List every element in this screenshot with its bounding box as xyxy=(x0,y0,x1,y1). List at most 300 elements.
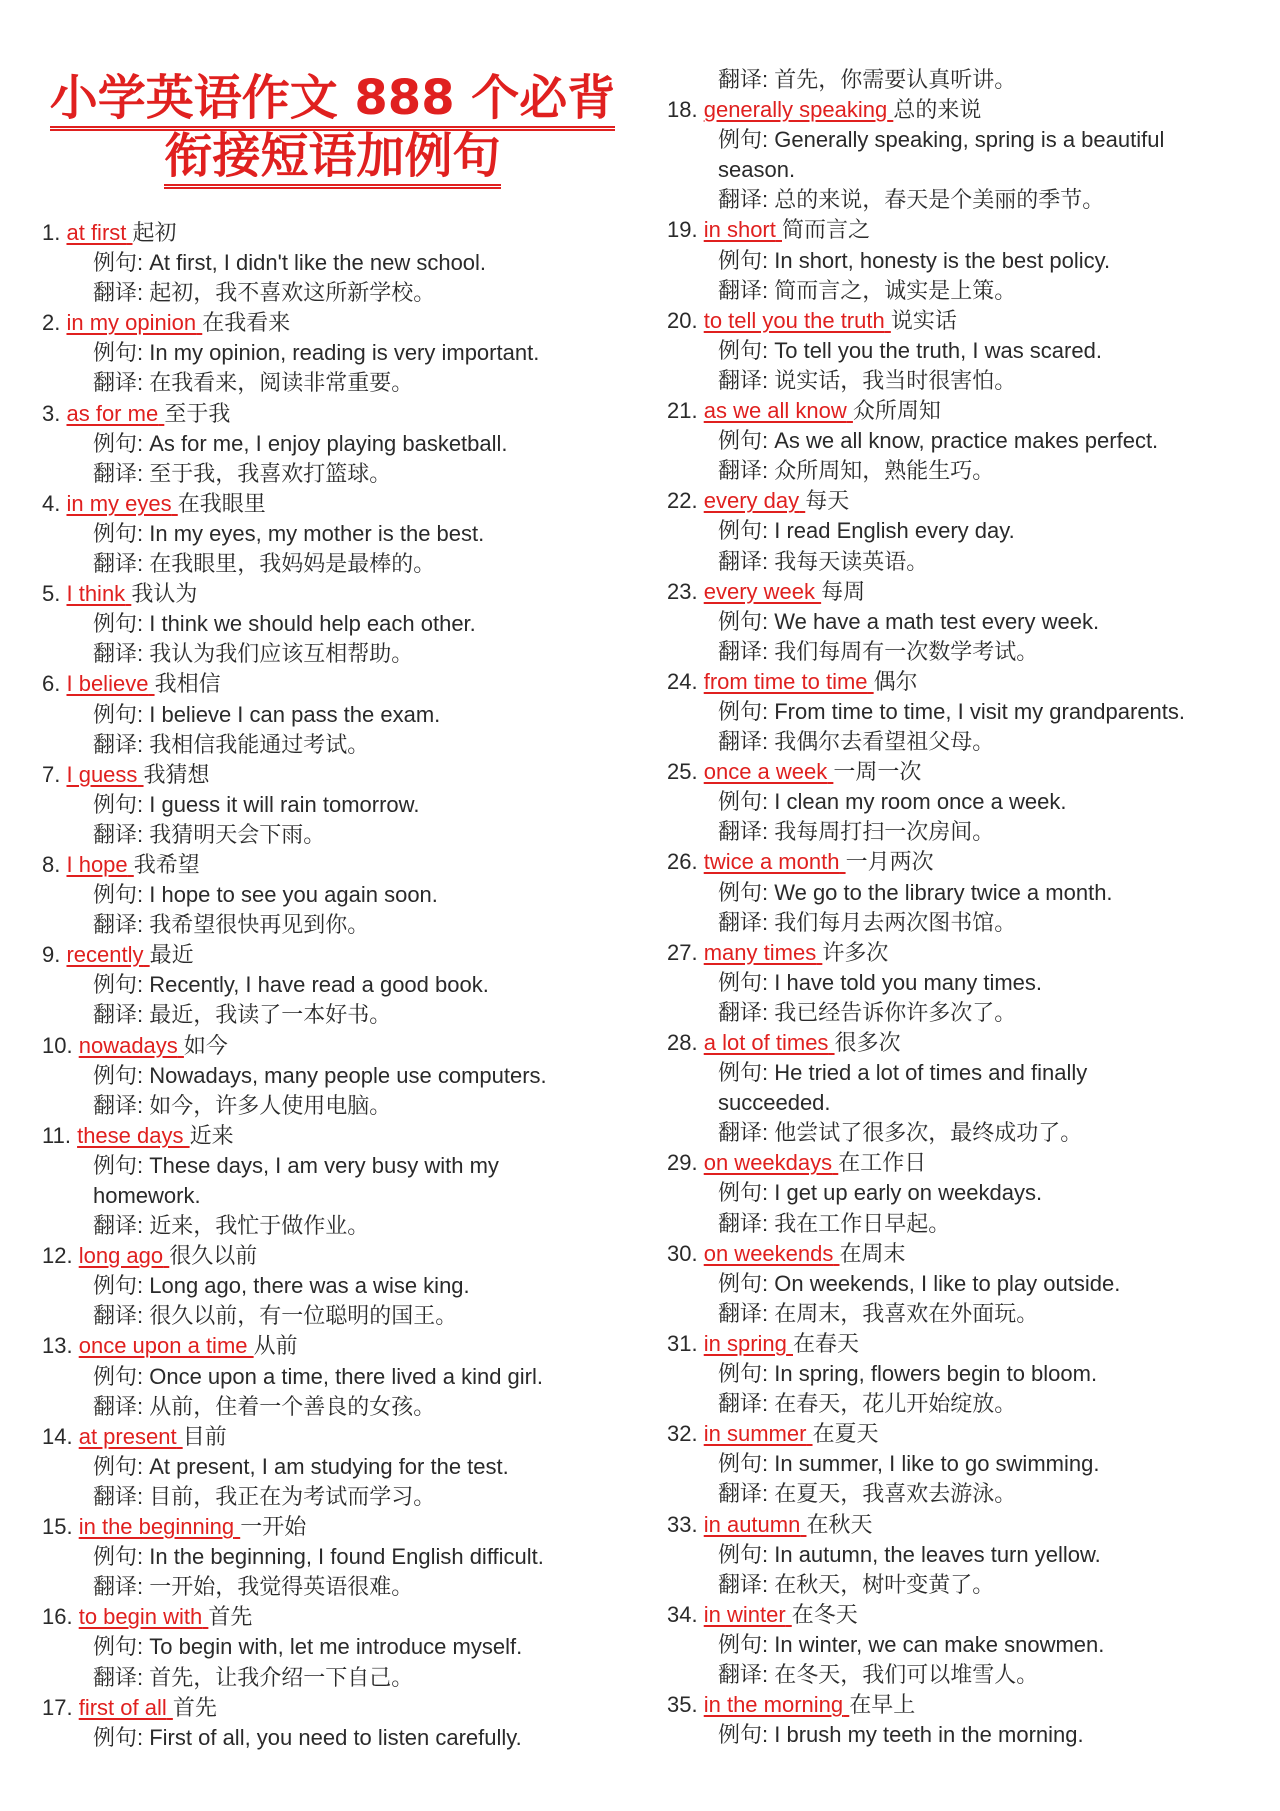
translation-text: 一开始，我觉得英语很难。 xyxy=(149,1574,414,1600)
phrase-meaning: 我猜想 xyxy=(143,761,210,787)
translation-line xyxy=(42,278,547,308)
item-heading xyxy=(667,1419,1185,1449)
phrase: many times xyxy=(703,939,817,965)
translation-label: 翻译: xyxy=(718,67,775,92)
example-line xyxy=(42,700,547,730)
item-number: 9. xyxy=(42,942,61,968)
example-line xyxy=(667,1449,1185,1479)
translation-line xyxy=(667,456,1185,486)
item-heading xyxy=(42,1602,547,1632)
example-text: From time to time, I visit my grandparents. xyxy=(774,698,1186,724)
translation-text: 简而言之，诚实是上策。 xyxy=(774,277,1017,303)
example-label: 例句: xyxy=(718,1541,775,1567)
example-line xyxy=(42,609,547,639)
phrase: on weekends xyxy=(703,1240,834,1266)
example-line xyxy=(42,338,547,368)
phrase: at present xyxy=(78,1423,177,1449)
translation-label: 翻译: xyxy=(93,280,150,306)
example-label: 例句: xyxy=(93,611,150,637)
list-item xyxy=(42,489,547,579)
translation-line xyxy=(42,1663,547,1693)
example-line xyxy=(42,790,547,820)
phrase: to begin with xyxy=(78,1604,203,1630)
example-text: I think we should help each other. xyxy=(149,611,476,637)
example-line xyxy=(42,429,547,459)
item-number: 23. xyxy=(667,578,698,604)
left-column xyxy=(42,218,547,1753)
item-heading xyxy=(42,1241,547,1271)
example-label: 例句: xyxy=(93,1724,150,1750)
item-number: 8. xyxy=(42,851,61,877)
example-line xyxy=(42,970,547,1000)
item-heading xyxy=(667,1510,1185,1540)
translation-label: 翻译: xyxy=(93,1213,150,1239)
example-text: In summer, I like to go swimming. xyxy=(774,1451,1100,1477)
example-text: Recently, I have read a good book. xyxy=(149,972,489,998)
example-label: 例句: xyxy=(93,882,150,908)
translation-label: 翻译: xyxy=(718,548,775,574)
list-item xyxy=(667,847,1185,937)
translation-text: 我猜明天会下雨。 xyxy=(149,821,326,847)
list-item xyxy=(667,1600,1185,1690)
item-number: 12. xyxy=(42,1243,73,1269)
translation-line xyxy=(42,368,547,398)
item-number: 20. xyxy=(667,307,698,333)
example-line xyxy=(667,787,1185,817)
example-label: 例句: xyxy=(718,789,775,815)
item-heading xyxy=(42,399,547,429)
phrase: as we all know xyxy=(703,398,847,424)
list-item xyxy=(667,938,1185,1028)
translation-line xyxy=(42,1301,547,1331)
example-label: 例句: xyxy=(93,1152,150,1178)
example-text: I clean my room once a week. xyxy=(774,789,1067,815)
item-number: 14. xyxy=(42,1423,73,1449)
translation-label: 翻译: xyxy=(718,367,775,393)
item-number: 11. xyxy=(42,1122,71,1148)
item-number: 31. xyxy=(667,1330,698,1356)
translation-line xyxy=(42,730,547,760)
list-item xyxy=(667,1148,1185,1238)
translation-label: 翻译: xyxy=(718,1481,775,1507)
translation-text: 在我看来，阅读非常重要。 xyxy=(149,370,414,396)
item-number: 28. xyxy=(667,1030,698,1055)
phrase-meaning: 起初 xyxy=(132,220,177,245)
example-label: 例句: xyxy=(718,428,775,454)
title-text: 小学英语作文 888 个必背 xyxy=(50,70,616,131)
phrase: in summer xyxy=(703,1421,807,1447)
list-item xyxy=(42,1512,547,1602)
translation-line xyxy=(667,1118,1185,1148)
example-line xyxy=(667,155,1185,185)
translation-label: 翻译: xyxy=(718,1391,775,1417)
item-number: 10. xyxy=(42,1032,73,1058)
item-heading xyxy=(667,847,1185,877)
example-label: 例句: xyxy=(718,247,775,273)
phrase: as for me xyxy=(66,400,159,426)
example-text: In my eyes, my mother is the best. xyxy=(149,520,485,546)
phrase-meaning: 在早上 xyxy=(849,1692,916,1718)
list-item xyxy=(42,850,547,940)
page-title-line-2 xyxy=(40,128,625,184)
phrase-meaning: 偶尔 xyxy=(873,668,918,694)
translation-label: 翻译: xyxy=(718,729,775,755)
example-label: 例句: xyxy=(718,879,775,905)
translation-label: 翻译: xyxy=(93,1092,150,1118)
translation-line xyxy=(667,727,1185,757)
item-number: 21. xyxy=(667,398,698,424)
example-text: At first, I didn't like the new school. xyxy=(149,250,487,276)
item-number: 29. xyxy=(667,1150,698,1176)
translation-label: 翻译: xyxy=(718,1571,775,1597)
example-label: 例句: xyxy=(93,791,150,817)
list-item xyxy=(667,486,1185,576)
phrase: nowadays xyxy=(78,1032,178,1058)
item-heading xyxy=(42,940,547,970)
example-text: To begin with, let me introduce myself. xyxy=(149,1634,523,1660)
list-item xyxy=(667,1239,1185,1329)
example-line xyxy=(667,607,1185,637)
item-number: 1. xyxy=(42,220,61,245)
translation-label: 翻译: xyxy=(93,1574,150,1600)
translation-line xyxy=(42,639,547,669)
example-text: We go to the library twice a month. xyxy=(774,879,1113,905)
translation-line xyxy=(42,1482,547,1512)
example-line xyxy=(42,1632,547,1662)
example-label: 例句: xyxy=(93,1363,150,1389)
translation-text: 近来，我忙于做作业。 xyxy=(149,1213,370,1239)
phrase-meaning: 一开始 xyxy=(240,1514,307,1540)
translation-text: 我已经告诉你许多次了。 xyxy=(774,999,1017,1025)
phrase-meaning: 首先 xyxy=(172,1694,217,1720)
list-item xyxy=(667,95,1185,215)
translation-line xyxy=(667,366,1185,396)
translation-text: 目前，我正在为考试而学习。 xyxy=(149,1483,436,1509)
list-item xyxy=(667,1329,1185,1419)
phrase: these days xyxy=(77,1122,184,1148)
item-number: 6. xyxy=(42,671,61,697)
translation-line xyxy=(667,1660,1185,1690)
item-number: 22. xyxy=(667,488,698,514)
example-label: 例句: xyxy=(718,1631,775,1657)
example-label: 例句: xyxy=(718,608,775,634)
example-line xyxy=(667,426,1185,456)
item-heading xyxy=(42,1031,547,1061)
example-text: I get up early on weekdays. xyxy=(774,1180,1043,1206)
example-label: 例句: xyxy=(718,1722,775,1748)
translation-text: 起初，我不喜欢这所新学校。 xyxy=(149,280,436,306)
translation-text: 我们每月去两次图书馆。 xyxy=(774,909,1017,935)
example-line xyxy=(667,1088,1185,1118)
translation-text: 我们每周有一次数学考试。 xyxy=(774,638,1039,664)
list-item xyxy=(667,1510,1185,1600)
phrase-meaning: 在我看来 xyxy=(202,310,291,336)
phrase-meaning: 在秋天 xyxy=(806,1511,873,1537)
item-heading xyxy=(667,1028,1185,1058)
right-column xyxy=(667,65,1185,1750)
example-text: At present, I am studying for the test. xyxy=(149,1453,509,1479)
item-number: 4. xyxy=(42,490,61,516)
item-number: 24. xyxy=(667,668,698,694)
phrase-meaning: 首先 xyxy=(208,1604,253,1630)
item-heading xyxy=(667,486,1185,516)
phrase: twice a month xyxy=(703,849,840,875)
translation-label: 翻译: xyxy=(93,821,150,847)
translation-label: 翻译: xyxy=(718,1210,775,1236)
item-heading xyxy=(42,218,547,248)
translation-label: 翻译: xyxy=(718,909,775,935)
translation-label: 翻译: xyxy=(718,819,775,845)
example-line xyxy=(667,1540,1185,1570)
phrase-meaning: 很久以前 xyxy=(169,1243,258,1269)
translation-line xyxy=(667,908,1185,938)
list-item xyxy=(42,579,547,669)
translation-text: 我相信我能通过考试。 xyxy=(149,731,370,757)
example-label: 例句: xyxy=(93,701,150,727)
example-text: In autumn, the leaves turn yellow. xyxy=(774,1541,1101,1567)
translation-label: 翻译: xyxy=(718,999,775,1025)
phrase: at first xyxy=(66,220,127,245)
example-text: In the beginning, I found English difficult. xyxy=(149,1544,544,1570)
example-line xyxy=(667,516,1185,546)
item-number: 7. xyxy=(42,761,61,787)
translation-line xyxy=(667,637,1185,667)
list-item xyxy=(667,396,1185,486)
example-line xyxy=(42,1151,547,1181)
phrase-meaning: 我认为 xyxy=(131,581,198,607)
phrase: I hope xyxy=(66,851,128,877)
item-number: 19. xyxy=(667,217,698,243)
translation-text: 最近，我读了一本好书。 xyxy=(149,1002,392,1028)
translation-line xyxy=(42,1000,547,1030)
example-line xyxy=(42,1362,547,1392)
example-line xyxy=(667,1720,1185,1750)
example-label: 例句: xyxy=(718,1060,775,1086)
translation-label: 翻译: xyxy=(93,1664,150,1690)
page-title-line-1 xyxy=(40,70,625,126)
example-line xyxy=(667,125,1185,155)
item-number: 18. xyxy=(667,97,698,123)
list-item xyxy=(667,757,1185,847)
item-heading xyxy=(42,1512,547,1542)
example-text: Nowadays, many people use computers. xyxy=(149,1062,547,1088)
item-heading xyxy=(667,1329,1185,1359)
item-heading xyxy=(667,1600,1185,1630)
translation-label: 翻译: xyxy=(93,460,150,486)
item-heading xyxy=(42,850,547,880)
example-line xyxy=(667,246,1185,276)
example-line xyxy=(667,878,1185,908)
translation-label: 翻译: xyxy=(93,1393,150,1419)
title-text: 衔接短语加例句 xyxy=(164,128,500,189)
translation-label: 翻译: xyxy=(93,1483,150,1509)
item-heading xyxy=(42,1121,547,1151)
phrase-meaning: 许多次 xyxy=(822,939,889,965)
list-item xyxy=(42,940,547,1030)
item-heading xyxy=(667,1239,1185,1269)
item-number: 5. xyxy=(42,581,61,607)
example-text: homework. xyxy=(93,1183,201,1208)
phrase: a lot of times xyxy=(703,1030,829,1055)
example-text: I hope to see you again soon. xyxy=(149,882,438,908)
translation-label: 翻译: xyxy=(93,370,150,396)
phrase-meaning: 每天 xyxy=(805,488,850,514)
item-heading xyxy=(42,308,547,338)
phrase-meaning: 我相信 xyxy=(154,671,221,697)
item-number: 33. xyxy=(667,1511,698,1537)
translation-line xyxy=(667,1479,1185,1509)
phrase: in spring xyxy=(703,1330,787,1356)
example-line xyxy=(42,519,547,549)
phrase: in the beginning xyxy=(78,1514,235,1540)
example-label: 例句: xyxy=(93,250,150,276)
item-heading xyxy=(42,1422,547,1452)
example-line xyxy=(667,1058,1185,1088)
translation-label: 翻译: xyxy=(718,1120,775,1146)
translation-text: 我每天读英语。 xyxy=(774,548,929,574)
item-number: 34. xyxy=(667,1601,698,1627)
list-item xyxy=(42,1422,547,1512)
phrase: generally speaking xyxy=(703,97,888,123)
phrase-meaning: 简而言之 xyxy=(782,217,871,243)
example-text: In spring, flowers begin to bloom. xyxy=(774,1361,1098,1387)
translation-line xyxy=(667,185,1185,215)
translation-text: 说实话，我当时很害怕。 xyxy=(774,367,1017,393)
example-line xyxy=(42,880,547,910)
translation-line xyxy=(42,1091,547,1121)
phrase-meaning: 总的来说 xyxy=(893,97,982,123)
translation-text: 他尝试了很多次，最终成功了。 xyxy=(774,1120,1083,1146)
translation-text: 我希望很快再见到你。 xyxy=(149,912,370,938)
phrase: in my eyes xyxy=(66,490,172,516)
translation-line xyxy=(667,1209,1185,1239)
example-text: I brush my teeth in the morning. xyxy=(774,1722,1084,1748)
example-label: 例句: xyxy=(718,1361,775,1387)
translation-text: 我偶尔去看望祖父母。 xyxy=(774,729,995,755)
item-number: 30. xyxy=(667,1240,698,1266)
item-heading xyxy=(667,95,1185,125)
example-text: On weekends, I like to play outside. xyxy=(774,1270,1121,1296)
translation-text: 很久以前，有一位聪明的国王。 xyxy=(149,1303,458,1329)
translation-text: 首先，让我介绍一下自己。 xyxy=(149,1664,414,1690)
phrase-meaning: 目前 xyxy=(182,1423,227,1449)
example-line xyxy=(667,1178,1185,1208)
example-line xyxy=(667,1359,1185,1389)
phrase-meaning: 说实话 xyxy=(890,307,957,333)
translation-label: 翻译: xyxy=(93,1303,150,1329)
phrase: in winter xyxy=(703,1601,786,1627)
item-heading xyxy=(42,1331,547,1361)
example-text: I read English every day. xyxy=(774,518,1015,544)
item-heading xyxy=(667,938,1185,968)
item-heading xyxy=(667,757,1185,787)
translation-label: 翻译: xyxy=(718,1661,775,1687)
phrase-meaning: 一周一次 xyxy=(833,759,922,785)
example-text: We have a math test every week. xyxy=(774,608,1100,634)
translation-text: 总的来说，春天是个美丽的季节。 xyxy=(774,187,1105,213)
item-number: 26. xyxy=(667,849,698,875)
example-line xyxy=(667,1630,1185,1660)
example-label: 例句: xyxy=(718,337,775,363)
translation-label: 翻译: xyxy=(93,551,150,577)
list-item xyxy=(42,760,547,850)
example-label: 例句: xyxy=(93,430,150,456)
translation-line xyxy=(667,547,1185,577)
translation-text: 在周末，我喜欢在外面玩。 xyxy=(774,1300,1039,1326)
example-line xyxy=(42,1181,547,1211)
example-line xyxy=(667,968,1185,998)
phrase-meaning: 从前 xyxy=(253,1333,298,1359)
translation-label: 翻译: xyxy=(93,1002,150,1028)
example-label: 例句: xyxy=(93,1062,150,1088)
example-label: 例句: xyxy=(93,1453,150,1479)
example-text: succeeded. xyxy=(718,1090,831,1116)
item-heading xyxy=(667,667,1185,697)
example-line xyxy=(667,697,1185,727)
example-text: I believe I can pass the exam. xyxy=(149,701,441,727)
list-item xyxy=(42,399,547,489)
phrase: I think xyxy=(66,581,126,607)
list-item xyxy=(42,669,547,759)
item-number: 13. xyxy=(42,1333,73,1359)
phrase: I guess xyxy=(66,761,138,787)
translation-text: 我每周打扫一次房间。 xyxy=(774,819,995,845)
example-text: In short, honesty is the best policy. xyxy=(774,247,1111,273)
phrase-meaning: 很多次 xyxy=(834,1030,901,1055)
item-heading xyxy=(667,215,1185,245)
phrase: once upon a time xyxy=(78,1333,248,1359)
item-heading xyxy=(42,579,547,609)
item-heading xyxy=(667,1148,1185,1178)
item-number: 27. xyxy=(667,939,698,965)
translation-text: 我认为我们应该互相帮助。 xyxy=(149,641,414,667)
translation-text: 众所周知，熟能生巧。 xyxy=(774,458,995,484)
item-heading xyxy=(667,1690,1185,1720)
item-heading xyxy=(42,1693,547,1723)
phrase-meaning: 最近 xyxy=(149,942,194,968)
list-item xyxy=(42,1602,547,1692)
list-item xyxy=(667,1690,1185,1750)
phrase-meaning: 我希望 xyxy=(133,851,200,877)
translation-line xyxy=(667,276,1185,306)
translation-line xyxy=(42,910,547,940)
translation-label: 翻译: xyxy=(718,187,775,213)
example-label: 例句: xyxy=(718,698,775,724)
example-label: 例句: xyxy=(718,1180,775,1206)
item-heading xyxy=(667,396,1185,426)
item-number: 3. xyxy=(42,400,61,426)
item-heading xyxy=(42,760,547,790)
phrase: first of all xyxy=(78,1694,167,1720)
item-heading xyxy=(667,306,1185,336)
item-heading xyxy=(42,669,547,699)
phrase: I believe xyxy=(66,671,149,697)
translation-label: 翻译: xyxy=(718,277,775,303)
example-line xyxy=(42,1723,547,1753)
phrase: every day xyxy=(703,488,800,514)
phrase: on weekdays xyxy=(703,1150,833,1176)
item-heading xyxy=(42,489,547,519)
phrase-meaning: 在夏天 xyxy=(812,1421,879,1447)
example-line xyxy=(42,1542,547,1572)
translation-line xyxy=(667,1570,1185,1600)
phrase-meaning: 众所周知 xyxy=(852,398,941,424)
example-label: 例句: xyxy=(93,520,150,546)
example-text: In winter, we can make snowmen. xyxy=(774,1631,1105,1657)
phrase: in my opinion xyxy=(66,310,197,336)
translation-line xyxy=(42,1211,547,1241)
translation-text: 在夏天，我喜欢去游泳。 xyxy=(774,1481,1017,1507)
